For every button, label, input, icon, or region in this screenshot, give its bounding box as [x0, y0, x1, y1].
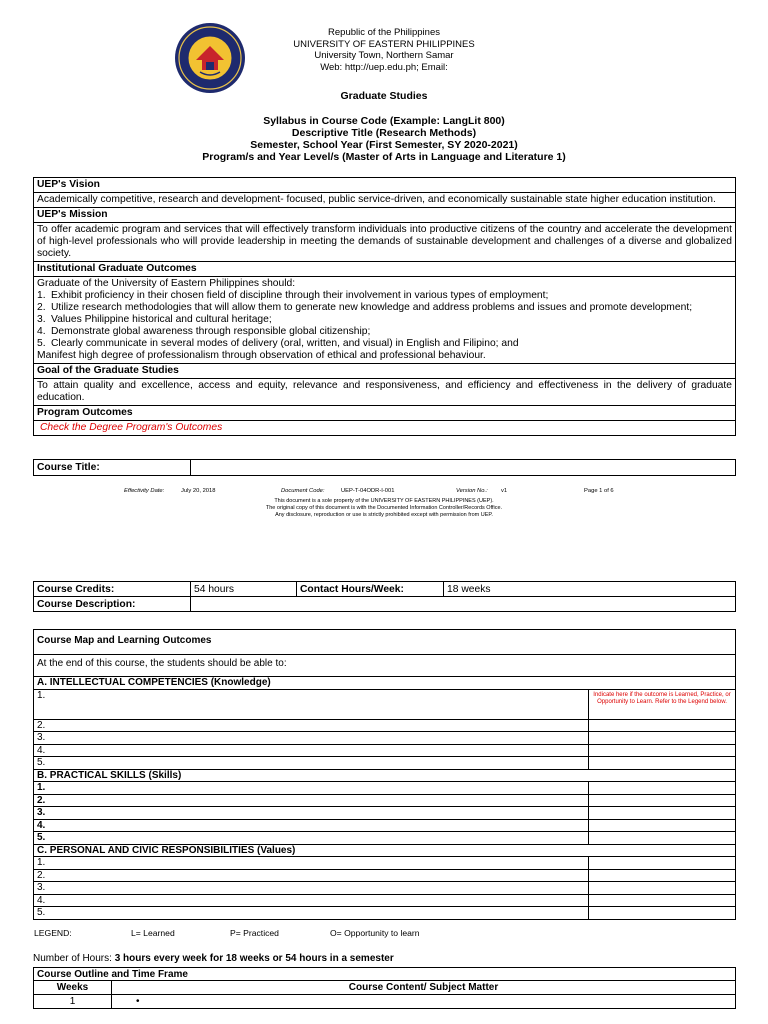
header-address: University Town, Northern Samar — [314, 50, 454, 61]
vision-label: UEP's Vision — [34, 178, 735, 193]
igo-item: 5. Clearly communicate in several modes of delivery (oral, written, and visual) in English and Filipino; and — [37, 338, 519, 349]
outcome-b5[interactable]: 5. — [34, 832, 589, 845]
legend-opportunity: O= Opportunity to learn — [330, 928, 420, 938]
contact-hours-label: Contact Hours/Week: — [297, 582, 444, 597]
outcome-c5[interactable]: 5. — [34, 907, 589, 920]
effectivity-value: July 20, 2018 — [181, 488, 216, 494]
outcome-c4-code[interactable] — [589, 894, 736, 907]
page-number: Page 1 of 6 — [584, 488, 614, 494]
outcome-b4-code[interactable] — [589, 819, 736, 832]
header-university: UNIVERSITY OF EASTERN PHILIPPINES — [293, 38, 475, 50]
goal-label: Goal of the Graduate Studies — [34, 364, 735, 379]
course-title-label: Course Title: — [34, 460, 191, 476]
mission-label: UEP's Mission — [34, 208, 735, 223]
course-map-intro: At the end of this course, the students should be able to: — [37, 658, 287, 669]
course-map-title: Course Map and Learning Outcomes — [37, 635, 212, 646]
outcome-c4[interactable]: 4. — [34, 894, 589, 907]
outcome-b2-code[interactable] — [589, 794, 736, 807]
legend-learned: L= Learned — [131, 928, 175, 938]
igo-label: Institutional Graduate Outcomes — [34, 262, 735, 277]
document-meta — [0, 488, 768, 498]
outcome-c1-code[interactable] — [589, 857, 736, 870]
outcome-b1-code[interactable] — [589, 782, 736, 795]
course-map-intro-box — [33, 654, 736, 677]
legend-label: LEGEND: — [34, 928, 72, 938]
section-b-label: B. PRACTICAL SKILLS (Skills) — [34, 769, 736, 782]
program-outcomes-text: Check the Degree Program's Outcomes — [40, 422, 223, 433]
outcome-c3[interactable]: 3. — [34, 882, 589, 895]
outcome-a4-code[interactable] — [589, 744, 736, 757]
outcome-a3-code[interactable] — [589, 732, 736, 745]
credits-value[interactable]: 54 hours — [191, 582, 297, 597]
legend — [0, 928, 768, 940]
outcome-a3[interactable]: 3. — [34, 732, 589, 745]
document-footer — [0, 498, 768, 519]
section-c-label: C. PERSONAL AND CIVIC RESPONSIBILITIES (Values) — [34, 844, 736, 857]
outcome-b1[interactable]: 1. — [34, 782, 589, 795]
outcome-c2-code[interactable] — [589, 869, 736, 882]
contact-hours-value[interactable]: 18 weeks — [444, 582, 736, 597]
outcome-a2-code[interactable] — [589, 719, 736, 732]
program-outcomes-label: Program Outcomes — [34, 406, 735, 421]
igo-content — [34, 277, 735, 364]
doc-code-value: UEP-T-04ODR-I-001 — [341, 488, 395, 494]
outcome-c3-code[interactable] — [589, 882, 736, 895]
outcome-c1[interactable]: 1. — [34, 857, 589, 870]
course-map-title-box — [33, 629, 736, 655]
goal-text: To attain quality and excellence, access and equity, relevance and responsiveness, and efficiency and effectiveness in the delivery of graduate education. — [34, 379, 735, 406]
vision-text: Academically competitive, research and development- focused, public service-driven, and economically sustainable state higher education institution. — [34, 193, 735, 208]
week-1-content[interactable]: • — [112, 995, 736, 1009]
course-description-value[interactable] — [191, 597, 736, 612]
outcome-a5[interactable]: 5. — [34, 757, 589, 770]
effectivity-label: Effectivity Date: — [124, 488, 165, 494]
outcome-c2[interactable]: 2. — [34, 869, 589, 882]
outcome-a1[interactable]: 1. — [34, 689, 589, 719]
header-web: Web: http://uep.edu.ph; Email: — [320, 61, 448, 73]
outcome-b2[interactable]: 2. — [34, 794, 589, 807]
syllabus-code: Syllabus in Course Code (Example: LangLit 800) — [263, 115, 505, 127]
course-title-value[interactable] — [191, 460, 736, 476]
doc-code-label: Document Code: — [281, 488, 325, 494]
igo-item: 2. Utilize research methodologies that will allow them to generate new knowledge and address problems and issues and promote development; — [37, 302, 693, 313]
content-header: Course Content/ Subject Matter — [112, 981, 736, 995]
outcome-b5-code[interactable] — [589, 832, 736, 845]
semester-line: Semester, School Year (First Semester, SY 2020-2021) — [250, 139, 518, 151]
graduate-studies-title: Graduate Studies — [340, 90, 428, 102]
footer-line: Any disclosure, reproduction or use is strictly prohibited except with permission from UEP. — [275, 512, 493, 518]
outcome-b3-code[interactable] — [589, 807, 736, 820]
outcome-b4[interactable]: 4. — [34, 819, 589, 832]
course-outline-table — [33, 967, 736, 1009]
legend-practiced: P= Practiced — [230, 928, 279, 938]
igo-item: 1. Exhibit proficiency in their chosen field of discipline through their involvement in various types of employment; — [37, 290, 549, 301]
version-label: Version No.: — [456, 488, 488, 494]
weeks-header: Weeks — [34, 981, 112, 995]
program-line: Program/s and Year Level/s (Master of Arts in Language and Literature 1) — [202, 151, 566, 163]
section-a-label: A. INTELLECTUAL COMPETENCIES (Knowledge) — [34, 677, 736, 690]
credits-table — [33, 581, 736, 612]
outcome-c5-code[interactable] — [589, 907, 736, 920]
header-republic: Republic of the Philippines — [328, 27, 440, 38]
outcome-a5-code[interactable] — [589, 757, 736, 770]
mission-text: To offer academic program and services that will effectively transform individuals into productive citizens of the country and accelerate the development of high-level professionals who will provide leadership in meeting the demands of sustainable development and challenges of a diverse and globalized society. — [34, 223, 735, 262]
igo-last: Manifest high degree of professionalism through observation of ethical and professional behaviour. — [37, 350, 486, 361]
hours-value: 3 hours every week for 18 weeks or 54 hours in a semester — [114, 953, 394, 964]
hours-label: Number of Hours: — [33, 953, 112, 964]
course-outline-title: Course Outline and Time Frame — [34, 968, 736, 981]
legend-note: Indicate here if the outcome is Learned, Practice, or Opportunity to Learn. Refer to the Legend below. — [589, 689, 736, 719]
igo-item: 4. Demonstrate global awareness through responsible global citizenship; — [37, 326, 371, 337]
igo-intro: Graduate of the University of Eastern Philippines should: — [37, 278, 296, 289]
igo-item: 3. Values Philippine historical and cultural heritage; — [37, 314, 272, 325]
version-value: v1 — [501, 488, 508, 494]
institution-info-box — [33, 177, 736, 436]
outcome-b3[interactable]: 3. — [34, 807, 589, 820]
descriptive-title: Descriptive Title (Research Methods) — [291, 127, 477, 139]
outcome-a4[interactable]: 4. — [34, 744, 589, 757]
number-of-hours — [33, 953, 394, 964]
course-description-label: Course Description: — [34, 597, 191, 612]
week-1: 1 — [34, 995, 112, 1009]
outcomes-grid — [33, 676, 736, 920]
credits-label: Course Credits: — [34, 582, 191, 597]
outcome-a2[interactable]: 2. — [34, 719, 589, 732]
footer-line: This document is a sole property of the UNIVERSITY OF EASTERN PHILIPPINES (UEP). — [274, 498, 494, 504]
course-title-table — [33, 459, 736, 476]
footer-line: The original copy of this document is with the Documented Information Controller/Records Office. — [265, 505, 503, 511]
